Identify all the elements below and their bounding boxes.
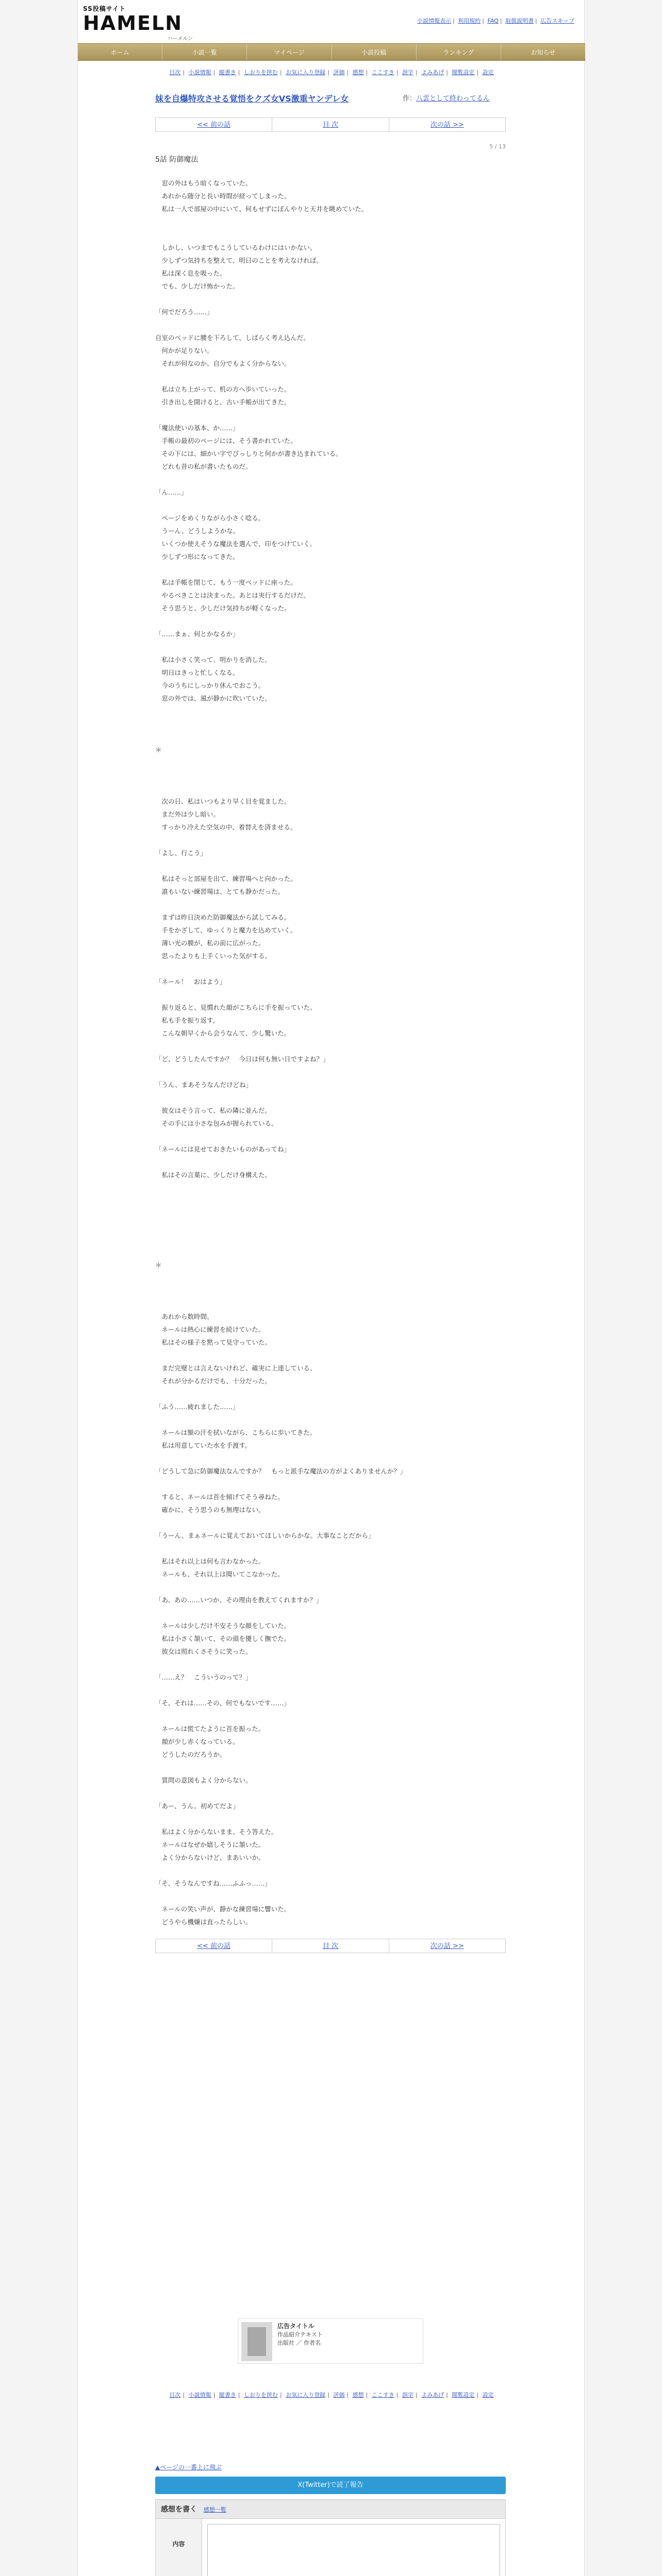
- paragraph: ネールも、それ以上は聞いてこなかった。: [155, 1570, 284, 1578]
- paragraph: [155, 1516, 506, 1529]
- link-rate-2[interactable]: 評価: [333, 2392, 345, 2398]
- author-line: [403, 93, 506, 105]
- paragraph: [155, 228, 506, 241]
- paragraph: 「よし、行こう」: [155, 849, 207, 857]
- next-chapter-link-bottom[interactable]: 次の話 >>: [430, 1942, 464, 1950]
- paragraph: [155, 705, 506, 718]
- paragraph: 私は手帳を閉じて、もう一度ベッドに座った。: [155, 579, 297, 586]
- paragraph: それが何なのか、自分でもよく分からない。: [155, 360, 291, 367]
- paragraph: [155, 409, 506, 421]
- paragraph: [155, 1233, 506, 1246]
- paragraph: 彼女は照れくさそうに笑った。: [155, 1648, 252, 1655]
- paragraph: [155, 1787, 506, 1800]
- comment-section: [155, 2463, 506, 2576]
- paragraph: 私は一人で部屋の中にいて、何もせずにぼんやりと天井を眺めていた。: [155, 205, 368, 213]
- paragraph: [155, 215, 506, 228]
- link-rate[interactable]: 評価: [333, 69, 345, 76]
- paragraph: [155, 1478, 506, 1490]
- paragraph: 「あー、うん。初めてだよ」: [155, 1802, 239, 1810]
- link-review[interactable]: 感想: [352, 69, 364, 76]
- paragraph: 彼女はそう言って、私の隣に並んだ。: [155, 1107, 271, 1114]
- paragraph: 窓の外では、風が静かに吹いていた。: [155, 694, 272, 702]
- paragraph: [155, 473, 506, 486]
- paragraph: [155, 731, 506, 743]
- top-link-ad-skip[interactable]: 広告スキップ: [540, 18, 574, 24]
- paragraph: あれから随分と長い時間が経ってしまった。: [155, 192, 291, 200]
- paragraph: 手をかざして、ゆっくりと魔力を込めていく。: [155, 926, 297, 934]
- title-row: [155, 93, 506, 105]
- paragraph: 「……え？ こういうのって？」: [155, 1673, 252, 1681]
- paragraph: [155, 318, 506, 331]
- paragraph: 「……まぁ、何とかなるか」: [155, 630, 239, 638]
- ad-thumbnail: [241, 2322, 272, 2361]
- prev-chapter-link[interactable]: << 前の話: [197, 121, 231, 129]
- paragraph: 私はその様子を黙って見守っていた。: [155, 1338, 272, 1346]
- paragraph: [155, 1040, 506, 1053]
- paragraph: [155, 1812, 506, 1825]
- paragraph: その下には、細かい字でびっしりと何かが書き込まれている。: [155, 450, 342, 457]
- paragraph: [155, 1220, 506, 1233]
- link-kokosuki-2[interactable]: ここすき: [371, 2392, 394, 2398]
- paragraph: [155, 1761, 506, 1774]
- paragraph: [155, 1684, 506, 1697]
- paragraph: 誰もいない練習場は、とても静かだった。: [155, 888, 285, 895]
- paragraph: でも、少しだけ怖かった。: [155, 282, 239, 290]
- comment-form-header: [156, 2500, 505, 2518]
- paragraph: [155, 370, 506, 383]
- paragraph: ネールは額の汗を拭いながら、こちらに歩いてきた。: [155, 1429, 317, 1436]
- paragraph: [155, 756, 506, 769]
- prev-chapter-link-bottom[interactable]: << 前の話: [197, 1942, 231, 1950]
- chapter-body: [155, 177, 506, 1928]
- paragraph: どうしたのだろうか。: [155, 1751, 226, 1758]
- novel-links-top: 目次 | 小説情報 | 縦書き | しおりを挟む | お気に入り登録 | 評価 | 感想 | ここすき | 誤字 | よみあげ | 閲覧設定 | 設定: [169, 69, 494, 76]
- paragraph: ネールはなぜか嬉しそうに頷いた。: [155, 1841, 265, 1849]
- top-link-terms[interactable]: 利用規約: [458, 18, 481, 24]
- top-link-manual[interactable]: 取扱説明書: [505, 18, 534, 24]
- comment-textarea[interactable]: [207, 2524, 500, 2576]
- paragraph: 確かに、そう思うのも無理はない。: [155, 1506, 265, 1514]
- content-label: 内容: [156, 2519, 202, 2576]
- link-bookmark[interactable]: しおりを挟む: [243, 69, 278, 76]
- toc-link-bottom[interactable]: 目 次: [322, 1942, 339, 1950]
- paragraph: 「あ、あの……いつか、その理由を教えてくれますか？」: [155, 1596, 323, 1604]
- paragraph: まだ完璧とは言えないけれど、確実に上達している。: [155, 1364, 317, 1372]
- link-novel-info-2[interactable]: 小説情報: [188, 2392, 211, 2398]
- main-nav: [78, 43, 585, 61]
- paragraph: [155, 718, 506, 731]
- paragraph: いくつか使えそうな魔法を選んで、印をつけていく。: [155, 540, 317, 548]
- paragraph: [155, 1246, 506, 1259]
- paragraph: 明日はきっと忙しくなる。: [155, 669, 239, 676]
- nav-home[interactable]: ホーム: [78, 44, 162, 60]
- link-read-aloud[interactable]: よみあげ: [421, 69, 444, 76]
- paragraph: ネールは少しだけ不安そうな顔をしていた。: [155, 1622, 291, 1630]
- paragraph: [155, 962, 506, 975]
- paragraph: [155, 1890, 506, 1903]
- paragraph: [155, 988, 506, 1001]
- paragraph: [155, 1156, 506, 1168]
- paragraph: こんな朝早くから会うなんて、少し驚いた。: [155, 1029, 291, 1037]
- paragraph: [155, 782, 506, 795]
- paragraph: [155, 1091, 506, 1104]
- paragraph: [155, 1194, 506, 1207]
- next-chapter-link[interactable]: 次の話 >>: [430, 121, 464, 129]
- paragraph: そう思うと、少しだけ気持ちが軽くなった。: [155, 604, 291, 612]
- paragraph: [155, 769, 506, 782]
- paragraph: その手には小さな包みが握られている。: [155, 1120, 278, 1127]
- paragraph: それが分かるだけでも、十分だった。: [155, 1377, 272, 1385]
- paragraph: まずは昨日決めた防御魔法から試してみる。: [155, 913, 291, 921]
- paragraph: 薄い光の膜が、私の前に広がった。: [155, 939, 265, 947]
- paragraph: 私は小さく笑って、明かりを消した。: [155, 656, 271, 664]
- link-typo-2[interactable]: 誤字: [402, 2392, 413, 2398]
- paragraph: 「ふう……疲れました……」: [155, 1403, 239, 1411]
- paragraph: 「うん、まあそうなんだけどね」: [155, 1081, 253, 1089]
- top-link-novel-info[interactable]: 小説情報表示: [417, 18, 452, 24]
- paragraph: 自室のベッドに腰を下ろして、しばらく考え込んだ。: [155, 334, 310, 342]
- paragraph: [155, 563, 506, 576]
- paragraph: [155, 1207, 506, 1220]
- paragraph: [155, 1181, 506, 1194]
- paragraph: 「ん……」: [155, 488, 188, 496]
- paragraph: [155, 499, 506, 512]
- novel-links-bottom: 目次 | 小説情報 | 縦書き | しおりを挟む | お気に入り登録 | 評価 | 感想 | ここすき | 誤字 | よみあげ | 閲覧設定 | 設定: [169, 2392, 494, 2398]
- paragraph: 私はその言葉に、少しだけ身構えた。: [155, 1171, 272, 1179]
- link-toc[interactable]: 目次: [169, 69, 181, 76]
- paragraph: 引き出しを開けると、古い手帳が出てきた。: [155, 398, 291, 406]
- paragraph: 窓の外はもう暗くなっていた。: [155, 179, 252, 187]
- paragraph: [155, 1297, 506, 1310]
- ad-extra: 出版社 ／ 作者名: [277, 2340, 321, 2346]
- nav-ranking[interactable]: ランキング: [417, 44, 501, 60]
- paragraph: ページをめくりながら小さく唸る。: [155, 514, 265, 522]
- logo-wordmark: HAMELN: [83, 12, 183, 35]
- paragraph: [155, 1709, 506, 1722]
- link-view-settings[interactable]: 閲覧設定: [452, 69, 475, 76]
- paragraph: 少しずつ気持ちを整えて、明日のことを考えなければ。: [155, 257, 323, 264]
- link-kokosuki[interactable]: ここすき: [371, 69, 394, 76]
- paragraph: ＊: [155, 1261, 162, 1269]
- paragraph: [155, 859, 506, 872]
- paragraph: 私は深く息を吸った。: [155, 269, 226, 277]
- paragraph: [155, 1272, 506, 1284]
- paragraph: 私はそっと部屋を出て、練習場へと向かった。: [155, 875, 297, 883]
- ad-banner[interactable]: [238, 2318, 423, 2364]
- nav-mypage[interactable]: マイページ: [247, 44, 332, 60]
- back-to-top-link[interactable]: ▲ページの一番上に飛ぶ: [155, 2464, 222, 2471]
- paragraph: 「ネールには見せておきたいものがあってね」: [155, 1145, 291, 1153]
- paragraph: [155, 640, 506, 653]
- paragraph: 「どうして急に防御魔法なんですか？ もっと派手な魔法の方がよくありませんか？」: [155, 1467, 407, 1475]
- chapter-pager-bottom: [155, 1939, 506, 1953]
- link-review-2[interactable]: 感想: [352, 2392, 364, 2398]
- paragraph: ネールは慌てたように首を振った。: [155, 1725, 265, 1733]
- paragraph: 次の日、私はいつもより早く目を覚ました。: [155, 798, 291, 805]
- paragraph: しかし、いつまでもこうしているわけにはいかない。: [155, 244, 317, 251]
- paragraph: 質問の意図もよく分からない。: [155, 1776, 252, 1784]
- site-logo[interactable]: [83, 4, 199, 41]
- comment-form: [155, 2499, 506, 2576]
- paragraph: [155, 1581, 506, 1594]
- paragraph: 手帳の最初のページには、そう書かれていた。: [155, 437, 297, 445]
- nav-novel-list[interactable]: 小説一覧: [162, 44, 247, 60]
- paragraph: [155, 615, 506, 628]
- nav-news[interactable]: お知らせ: [531, 49, 556, 56]
- link-vertical[interactable]: 縦書き: [219, 69, 236, 76]
- comment-form-body: [156, 2518, 505, 2576]
- paragraph: やるべきことは決まった。あとは実行するだけだ。: [155, 591, 310, 599]
- paragraph: [155, 1284, 506, 1297]
- link-toc-2[interactable]: 目次: [169, 2392, 181, 2398]
- paragraph: ネールは熱心に練習を続けていた。: [155, 1326, 265, 1333]
- top-links: 小説情報表示 | 利用規約 | FAQ | 取扱説明書 | 広告スキップ: [417, 18, 574, 24]
- paragraph: 「そ、そうなんですね……ふふっ……」: [155, 1879, 271, 1887]
- link-favorite[interactable]: お気に入り登録: [286, 69, 326, 76]
- paragraph: うーん、どうしようかな。: [155, 527, 240, 535]
- novel-title-link[interactable]: 妹を自爆特攻させる覚悟をクズ女VS激重ヤンデレ女: [155, 94, 349, 104]
- link-read-aloud-2[interactable]: よみあげ: [421, 2392, 444, 2398]
- paragraph: 私は小さく頷いて、その頭を優しく撫でた。: [155, 1635, 291, 1642]
- paragraph: [155, 1065, 506, 1078]
- paragraph: ＊: [155, 746, 162, 754]
- author-label: 作：: [403, 95, 417, 103]
- comment-heading: 感想を書く: [161, 2505, 197, 2514]
- paragraph: よく分からないけど、まあいいか。: [155, 1854, 265, 1861]
- ad-title: 広告タイトル: [277, 2323, 315, 2330]
- comment-input-area: [202, 2519, 505, 2576]
- paragraph: ネールの笑い声が、静かな練習場に響いた。: [155, 1905, 291, 1913]
- paragraph: 何かが足りない。: [155, 347, 213, 354]
- page: [77, 0, 585, 2576]
- page-count: 5 / 13: [489, 143, 506, 150]
- paragraph: 振り返ると、見慣れた顔がこちらに手を振っていた。: [155, 1004, 317, 1011]
- author-link[interactable]: 八雲として終わってるん: [416, 95, 490, 103]
- paragraph: 思ったよりも上手くいった気がする。: [155, 952, 272, 960]
- link-view-settings-2[interactable]: 閲覧設定: [452, 2392, 475, 2398]
- paragraph: 私も手を振り返す。: [155, 1016, 220, 1024]
- paragraph: 「ネール！ おはよう」: [155, 978, 226, 986]
- paragraph: 顔が少し赤くなっている。: [155, 1738, 239, 1745]
- link-settings[interactable]: 設定: [482, 69, 494, 76]
- nav-post[interactable]: 小説投稿: [332, 44, 417, 60]
- link-vertical-2[interactable]: 縦書き: [219, 2392, 236, 2398]
- paragraph: [155, 1387, 506, 1400]
- paragraph: [155, 1542, 506, 1555]
- chapter-pager-top: [155, 117, 506, 132]
- link-settings-2[interactable]: 設定: [482, 2392, 494, 2398]
- paragraph: [155, 1349, 506, 1362]
- paragraph: [155, 1130, 506, 1143]
- paragraph: どれも昔の私が書いたものだ。: [155, 463, 252, 470]
- paragraph: [155, 293, 506, 306]
- paragraph: すると、ネールは首を傾げてそう尋ねた。: [155, 1493, 284, 1501]
- chapter-title: 5話 防御魔法: [155, 156, 198, 164]
- chapter-content: [155, 93, 506, 1953]
- paragraph: [155, 1864, 506, 1877]
- toc-link[interactable]: 目 次: [322, 121, 339, 129]
- ad-meta: 作品紹介テキスト: [277, 2331, 323, 2338]
- paragraph: 私は立ち上がって、机の方へ歩いていった。: [155, 385, 291, 393]
- paragraph: [155, 1606, 506, 1619]
- paragraph: 私は用意していた水を手渡す。: [155, 1442, 252, 1449]
- paragraph: 「そ、それは……その、何でもないです……」: [155, 1699, 290, 1707]
- paragraph: どうやら機嫌は直ったらしい。: [155, 1918, 252, 1926]
- paragraph: 「魔法使いの基本、か……」: [155, 424, 239, 432]
- paragraph: [155, 1452, 506, 1465]
- paragraph: 今のうちにしっかり休んでおこう。: [155, 682, 265, 689]
- link-typo[interactable]: 誤字: [402, 69, 413, 76]
- comment-list-link[interactable]: 感想一覧: [203, 2506, 226, 2513]
- paragraph: すっかり冷えた空気の中、着替えを済ませる。: [155, 823, 297, 831]
- paragraph: [155, 1413, 506, 1426]
- link-favorite-2[interactable]: お気に入り登録: [286, 2392, 326, 2398]
- ad-text: [277, 2322, 323, 2360]
- paragraph: 私はそれ以上は何も言わなかった。: [155, 1557, 265, 1565]
- site-header: [78, 0, 585, 43]
- paragraph: [155, 1658, 506, 1671]
- link-novel-info[interactable]: 小説情報: [188, 69, 211, 76]
- paragraph: 「うーん、まぁネールに覚えておいてほしいからかな。大事なことだから」: [155, 1532, 375, 1539]
- tweet-finish-button[interactable]: X(Twitter)で読了報告: [155, 2477, 506, 2494]
- paragraph: 少しずつ形になってきた。: [155, 553, 239, 561]
- top-link-faq[interactable]: FAQ: [487, 18, 499, 24]
- logo-kana: ハーメルン: [167, 36, 193, 42]
- paragraph: [155, 898, 506, 911]
- paragraph: あれから数時間。: [155, 1313, 213, 1320]
- paragraph: 私はよく分からないまま、そう答えた。: [155, 1828, 278, 1836]
- paragraph: 「ど、どうしたんですか？ 今日は何も無い日ですよね？」: [155, 1055, 329, 1063]
- logo-subtitle: SS投稿サイト: [83, 5, 126, 12]
- paragraph: まだ外は少し暗い。: [155, 810, 220, 818]
- paragraph: 「何でだろう……」: [155, 308, 213, 316]
- link-bookmark-2[interactable]: しおりを挟む: [243, 2392, 278, 2398]
- paragraph: [155, 834, 506, 846]
